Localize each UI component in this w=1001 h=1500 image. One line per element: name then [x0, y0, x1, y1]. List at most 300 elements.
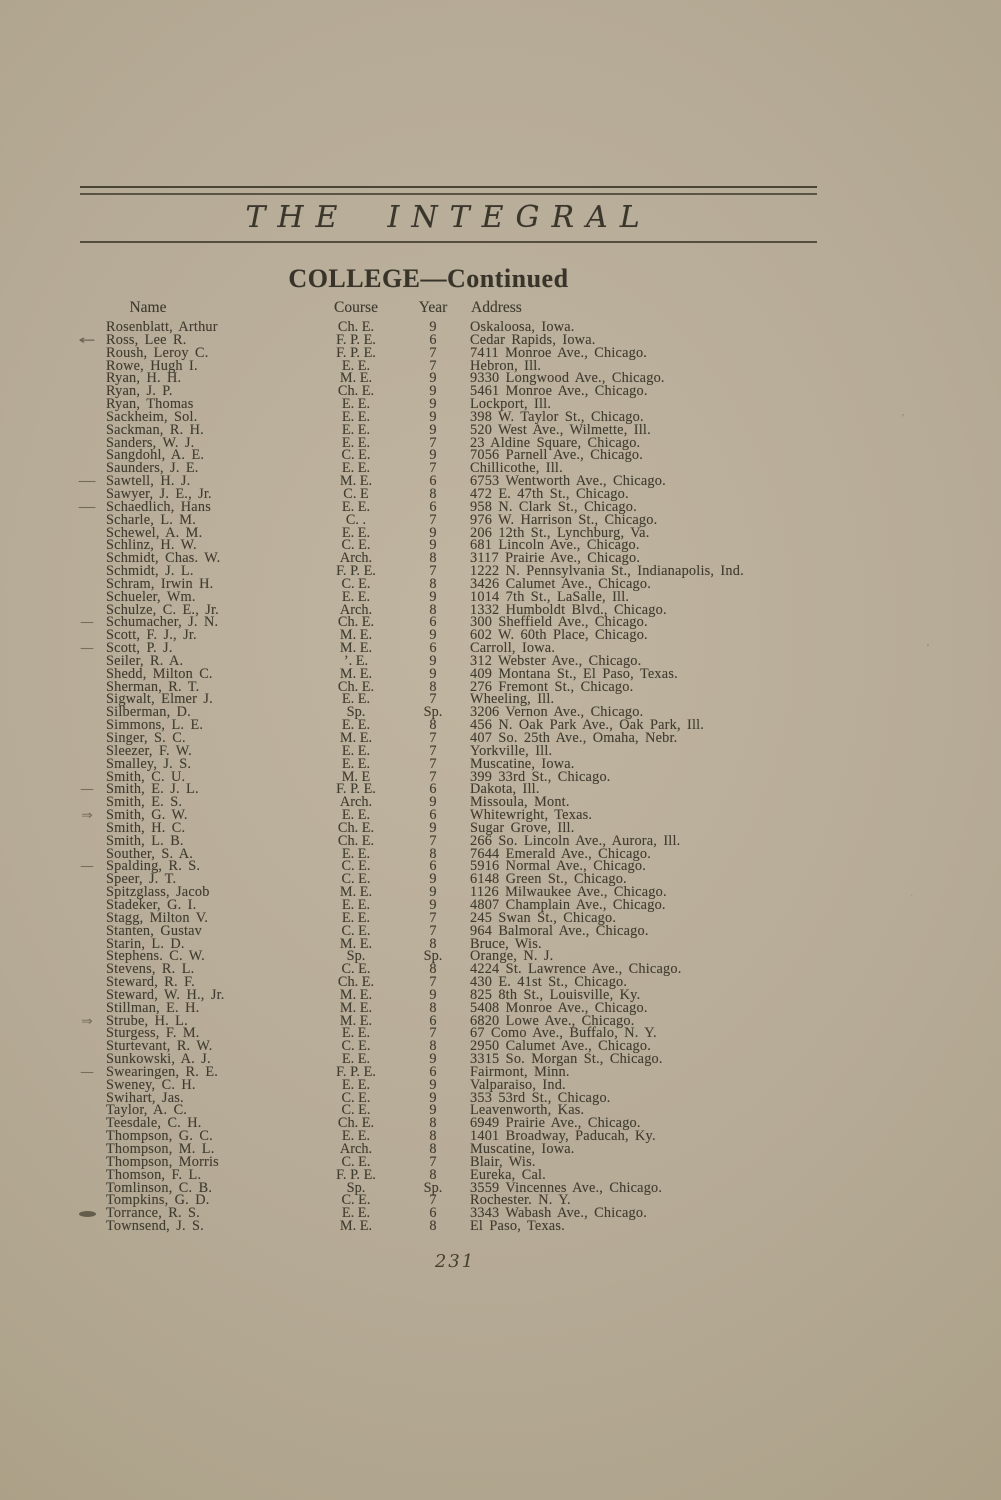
student-name: Sigwalt, Elmer J. — [106, 691, 213, 708]
header-rule-bottom — [80, 241, 817, 243]
course-cell: E. E. — [341, 498, 371, 515]
address-cell: 520 West Ave., Wilmette, Ill. — [470, 421, 651, 438]
year-cell: 7 — [429, 434, 437, 451]
course-cell: E. E. — [341, 460, 371, 477]
pencil-margin-mark: ⇒ — [81, 808, 93, 823]
course-cell: C. E. — [341, 961, 371, 978]
year-cell: Sp. — [423, 1179, 443, 1196]
year-cell: 8 — [429, 1038, 437, 1055]
student-name: Schewel, A. M. — [106, 524, 203, 541]
course-cell: Sp. — [346, 1179, 366, 1196]
paper-speck: ’ — [926, 642, 930, 654]
student-name: Schueler, Wm. — [106, 588, 196, 605]
year-cell: 8 — [429, 601, 437, 618]
student-name: Thomson, F. L. — [106, 1166, 202, 1183]
course-cell: E. E. — [341, 717, 371, 734]
student-name: Ross, Lee R. — [106, 331, 187, 348]
course-cell: C. E. — [341, 1102, 371, 1119]
student-name: Smith, L. B. — [106, 832, 184, 849]
course-cell: Arch. — [339, 601, 373, 618]
year-cell: 7 — [429, 922, 437, 939]
year-cell: 7 — [429, 730, 437, 746]
student-name: Torrance, R. S. — [106, 1205, 200, 1222]
year-cell: 9 — [429, 370, 437, 387]
address-cell: Blair, Wis. — [470, 1153, 536, 1170]
address-cell: Yorkville, Ill. — [470, 742, 553, 759]
year-cell: 7 — [429, 1153, 437, 1170]
course-cell: C. E. — [341, 537, 371, 554]
year-cell: 6 — [429, 781, 437, 798]
course-cell: E. E. — [341, 755, 371, 772]
year-cell: 9 — [429, 986, 437, 1003]
masthead-title: THE INTEGRAL — [245, 200, 652, 235]
address-cell: 409 Montana St., El Paso, Texas. — [470, 665, 678, 682]
year-cell: 8 — [429, 1115, 437, 1132]
student-name: Steward, R. F. — [106, 974, 195, 991]
address-cell: 6949 Prairie Ave., Chicago. — [470, 1115, 641, 1132]
student-name: Sangdohl, A. E. — [106, 447, 205, 464]
pencil-margin-mark: — — [80, 615, 94, 630]
course-cell: Ch. E. — [337, 1115, 375, 1132]
student-name: Scott, P. J. — [106, 640, 173, 657]
address-cell: Oskaloosa, Iowa. — [470, 319, 575, 335]
address-cell: Carroll, Iowa. — [470, 640, 556, 657]
student-name: Scott, F. J., Jr. — [106, 627, 197, 644]
year-cell: 7 — [429, 832, 437, 849]
course-cell: E. E. — [341, 909, 371, 926]
student-name: Schaedlich, Hans — [106, 498, 211, 515]
year-cell: 7 — [429, 742, 437, 759]
address-cell: 4224 St. Lawrence Ave., Chicago. — [470, 961, 682, 978]
student-name: Thompson, M. L. — [106, 1141, 215, 1157]
address-cell: 1222 N. Pennsylvania St., Indianapolis, Ind. — [470, 563, 744, 580]
course-cell: E. E. — [341, 1205, 371, 1222]
year-cell: 6 — [429, 807, 437, 824]
student-name: Sanders, W. J. — [106, 434, 195, 451]
course-cell: Arch. — [339, 550, 373, 567]
year-cell: 8 — [429, 485, 437, 502]
student-name: Sawyer, J. E., Jr. — [106, 485, 212, 502]
course-cell: F. P. E. — [336, 563, 376, 580]
student-name: Sackheim, Sol. — [106, 408, 198, 425]
address-cell: 300 Sheffield Ave., Chicago. — [470, 614, 648, 631]
address-cell: Leavenworth, Kas. — [470, 1102, 585, 1119]
student-name: Schlinz, H. W. — [106, 537, 197, 554]
header-rule-top — [80, 186, 817, 188]
address-cell: 353 53rd St., Chicago. — [470, 1089, 611, 1106]
address-cell: 407 So. 25th Ave., Omaha, Nebr. — [470, 730, 678, 746]
student-name: Tomlinson, C. B. — [106, 1179, 213, 1196]
course-cell: C. E. — [341, 858, 371, 875]
column-header-course: Course — [334, 299, 378, 316]
student-name: Sturtevant, R. W. — [106, 1038, 213, 1055]
pencil-margin-mark: — — [80, 782, 94, 797]
student-name: Smith, C. U. — [106, 768, 186, 785]
address-cell: 245 Swan St., Chicago. — [470, 909, 617, 926]
year-cell: 6 — [429, 498, 437, 515]
pencil-margin-mark — [70, 1207, 104, 1220]
pencil-margin-mark: — — [77, 499, 97, 514]
address-cell: 1014 7th St., LaSalle, Ill. — [470, 588, 630, 605]
student-name: Stanten, Gustav — [106, 922, 203, 939]
year-cell: 6 — [429, 1012, 437, 1029]
address-cell: Muscatine, Iowa. — [470, 755, 575, 772]
course-cell: M. E. — [339, 627, 373, 644]
student-name: Roush, Leroy C. — [106, 344, 209, 361]
address-cell: 456 N. Oak Park Ave., Oak Park, Ill. — [470, 717, 705, 734]
address-cell: 9330 Longwood Ave., Chicago. — [470, 370, 665, 387]
course-cell: Ch. E. — [337, 974, 375, 991]
year-cell: 9 — [429, 319, 437, 335]
student-name: Stevens, R. L. — [106, 961, 195, 978]
student-name: Souther, S. A. — [106, 845, 194, 862]
year-cell: 6 — [429, 1205, 437, 1222]
address-cell: Muscatine, Iowa. — [470, 1141, 575, 1157]
student-name: Taylor, A. C. — [106, 1102, 188, 1119]
year-cell: 7 — [429, 909, 437, 926]
course-cell: C. E. — [341, 922, 371, 939]
address-cell: 681 Lincoln Ave., Chicago. — [470, 537, 640, 554]
year-cell: Sp. — [423, 704, 443, 721]
student-name: Scharle, L. M. — [106, 511, 196, 528]
course-cell: C. E — [343, 485, 369, 502]
address-cell: 5408 Monroe Ave., Chicago. — [470, 999, 648, 1016]
address-cell: 6820 Lowe Ave., Chicago. — [470, 1012, 635, 1029]
year-cell: 7 — [429, 1025, 437, 1042]
pencil-margin-mark: ← — [78, 332, 96, 347]
year-cell: 6 — [429, 473, 437, 490]
address-cell: 1401 Broadway, Paducah, Ky. — [470, 1128, 656, 1145]
year-cell: 6 — [429, 858, 437, 875]
student-name: Thompson, G. C. — [106, 1128, 213, 1145]
year-cell: 8 — [429, 1218, 437, 1235]
student-name: Silberman, D. — [106, 704, 191, 721]
address-cell: 4807 Champlain Ave., Chicago. — [470, 896, 666, 913]
student-name: Ryan, J. P. — [106, 383, 173, 400]
year-cell: 8 — [429, 550, 437, 567]
year-cell: 9 — [429, 1076, 437, 1093]
year-cell: 9 — [429, 396, 437, 413]
column-header-address: Address — [471, 299, 522, 316]
student-name: Swihart, Jas. — [106, 1089, 184, 1106]
year-cell: 7 — [429, 357, 437, 374]
year-cell: 9 — [429, 1051, 437, 1068]
course-cell: E. E. — [341, 357, 371, 374]
course-cell: M. E — [341, 768, 371, 785]
year-cell: 8 — [429, 678, 437, 695]
address-cell: 7644 Emerald Ave., Chicago. — [470, 845, 651, 862]
student-name: Spitzglass, Jacob — [106, 884, 210, 901]
student-name: Sunkowski, A. J. — [106, 1051, 211, 1068]
year-cell: 7 — [429, 1192, 437, 1209]
address-cell: 5461 Monroe Ave., Chicago. — [470, 383, 648, 400]
paper-speck: ’ — [901, 412, 905, 424]
table-rows — [0, 321, 1001, 1233]
table-row — [0, 1220, 1001, 1233]
address-cell: 430 E. 41st St., Chicago. — [470, 974, 628, 991]
address-cell: 6148 Green St., Chicago. — [470, 871, 627, 888]
year-cell: 8 — [429, 935, 437, 952]
student-name: Thompson, Morris — [106, 1153, 219, 1170]
student-name: Stephens. C. W. — [106, 948, 205, 965]
year-cell: 7 — [429, 563, 437, 580]
pencil-margin-mark: — — [80, 1064, 94, 1079]
year-cell: 8 — [429, 1128, 437, 1145]
course-cell: Ch. E. — [337, 678, 375, 695]
course-cell: C. E. — [341, 1089, 371, 1106]
year-cell: 7 — [429, 460, 437, 477]
pencil-margin-mark: ⇒ — [81, 1013, 93, 1028]
address-cell: 312 Webster Ave., Chicago. — [470, 652, 642, 669]
year-cell: 7 — [429, 511, 437, 528]
student-name: Schumacher, J. N. — [106, 614, 219, 631]
paper-speck: · — [910, 890, 914, 902]
address-cell: 3343 Wabash Ave., Chicago. — [470, 1205, 647, 1222]
year-cell: 7 — [429, 755, 437, 772]
course-cell: E. E. — [341, 434, 371, 451]
course-cell: E. E. — [341, 691, 371, 708]
year-cell: 9 — [429, 896, 437, 913]
course-cell: E. E. — [341, 845, 371, 862]
course-cell: C. . — [345, 511, 367, 528]
address-cell: 398 W. Taylor St., Chicago. — [470, 408, 644, 425]
year-cell: 8 — [429, 845, 437, 862]
address-cell: 964 Balmoral Ave., Chicago. — [470, 922, 649, 939]
year-cell: 9 — [429, 447, 437, 464]
address-cell: 5916 Normal Ave., Chicago. — [470, 858, 647, 875]
header-rule-top-2 — [80, 193, 817, 195]
student-name: Ryan, H. H. — [106, 370, 182, 387]
year-cell: 9 — [429, 588, 437, 605]
student-name: Stadeker, G. I. — [106, 896, 197, 913]
column-header-year: Year — [418, 299, 448, 316]
course-cell: M. E. — [339, 935, 373, 952]
column-header-name: Name — [129, 299, 167, 316]
course-cell: Arch. — [339, 794, 373, 811]
student-name: Smith, H. C. — [106, 819, 186, 836]
student-name: Schmidt, Chas. W. — [106, 550, 221, 567]
student-name: Seiler, R. A. — [106, 652, 184, 669]
student-name: Smith, G. W. — [106, 807, 188, 824]
address-cell: 1126 Milwaukee Ave., Chicago. — [470, 884, 667, 901]
student-name: Rowe, Hugh I. — [106, 357, 198, 374]
course-cell: M. E. — [339, 640, 373, 657]
student-name: Ryan, Thomas — [106, 396, 194, 413]
year-cell: 8 — [429, 1166, 437, 1183]
address-cell: Eureka, Cal. — [470, 1166, 546, 1183]
address-cell: 6753 Wentworth Ave., Chicago. — [470, 473, 666, 490]
address-cell: 206 12th St., Lynchburg, Va. — [470, 524, 650, 541]
student-name: Steward, W. H., Jr. — [106, 986, 225, 1003]
address-cell: 958 N. Clark St., Chicago. — [470, 498, 637, 515]
year-cell: 9 — [429, 819, 437, 836]
course-cell: E. E. — [341, 1076, 371, 1093]
course-cell: M. E. — [339, 986, 373, 1003]
student-name: Sweney, C. H. — [106, 1076, 196, 1093]
student-name: Smith, E. S. — [106, 794, 183, 811]
address-cell: 7411 Monroe Ave., Chicago. — [470, 344, 648, 361]
course-cell: ’. E. — [343, 652, 369, 669]
year-cell: 9 — [429, 408, 437, 425]
year-cell: 9 — [429, 1102, 437, 1119]
address-cell: Lockport, Ill. — [470, 396, 552, 413]
page-number: 231 — [434, 1251, 476, 1272]
course-cell: E. E. — [341, 807, 371, 824]
address-cell: 3117 Prairie Ave., Chicago. — [470, 550, 641, 567]
course-cell: M. E. — [339, 999, 373, 1016]
course-cell: E. E. — [341, 896, 371, 913]
course-cell: E. E. — [341, 1051, 371, 1068]
course-cell: F. P. E. — [336, 1063, 376, 1080]
course-cell: E. E. — [341, 524, 371, 541]
year-cell: 9 — [429, 652, 437, 669]
address-cell: 266 So. Lincoln Ave., Aurora, Ill. — [470, 832, 681, 849]
year-cell: 6 — [429, 1063, 437, 1080]
year-cell: 9 — [429, 524, 437, 541]
course-cell: E. E. — [341, 742, 371, 759]
student-name: Speer, J. T. — [106, 871, 177, 888]
course-cell: M. E. — [339, 730, 373, 746]
student-name: Swearingen, R. E. — [106, 1063, 219, 1080]
address-cell: 602 W. 60th Place, Chicago. — [470, 627, 648, 644]
student-name: Shedd, Milton C. — [106, 665, 213, 682]
student-name: Sawtell, H. J. — [106, 473, 191, 490]
year-cell: 7 — [429, 344, 437, 361]
address-cell: 2950 Calumet Ave., Chicago. — [470, 1038, 651, 1055]
year-cell: 8 — [429, 717, 437, 734]
student-name: Sackman, R. H. — [106, 421, 204, 438]
course-cell: E. E. — [341, 588, 371, 605]
address-cell: 3315 So. Morgan St., Chicago. — [470, 1051, 663, 1068]
address-cell: 399 33rd St., Chicago. — [470, 768, 611, 785]
student-name: Schram, Irwin H. — [106, 575, 214, 592]
year-cell: 9 — [429, 1089, 437, 1106]
address-cell: 3426 Calumet Ave., Chicago. — [470, 575, 651, 592]
course-cell: C. E. — [341, 447, 371, 464]
course-cell: M. E. — [339, 1012, 373, 1029]
year-cell: 7 — [429, 768, 437, 785]
year-cell: 6 — [429, 614, 437, 631]
year-cell: 9 — [429, 537, 437, 554]
course-cell: Ch. E. — [337, 383, 375, 400]
course-cell: Ch. E. — [337, 614, 375, 631]
student-name: Rosenblatt, Arthur — [106, 319, 218, 335]
course-cell: M. E. — [339, 370, 373, 387]
pencil-margin-mark: — — [80, 859, 94, 874]
year-cell: 9 — [429, 884, 437, 901]
course-cell: Ch. E. — [337, 832, 375, 849]
student-name: Schmidt, J. L. — [106, 563, 194, 580]
course-cell: F. P. E. — [336, 331, 376, 348]
course-cell: F. P. E. — [336, 344, 376, 361]
year-cell: Sp. — [423, 948, 443, 965]
section-title: COLLEGE—Continued — [288, 264, 569, 293]
address-cell: Fairmont, Minn. — [470, 1063, 570, 1080]
pencil-margin-mark: — — [80, 641, 94, 656]
address-cell: Chillicothe, Ill. — [470, 460, 563, 477]
year-cell: 8 — [429, 961, 437, 978]
address-cell: Bruce, Wis. — [470, 935, 542, 952]
student-name: Simmons, L. E. — [106, 717, 204, 734]
pencil-margin-mark: — — [77, 474, 97, 489]
course-cell: Sp. — [346, 948, 366, 965]
year-cell: 9 — [429, 871, 437, 888]
year-cell: 8 — [429, 999, 437, 1016]
course-cell: M. E. — [339, 1218, 373, 1235]
course-cell: F. P. E. — [336, 781, 376, 798]
year-cell: 6 — [429, 640, 437, 657]
address-cell: 976 W. Harrison St., Chicago. — [470, 511, 658, 528]
course-cell: M. E. — [339, 884, 373, 901]
address-cell: Hebron, Ill. — [470, 357, 542, 374]
address-cell: Orange, N. J. — [470, 948, 554, 965]
address-cell: 23 Aldine Square, Chicago. — [470, 434, 641, 451]
student-name: Saunders, J. E. — [106, 460, 199, 477]
address-cell: 3559 Vincennes Ave., Chicago. — [470, 1179, 663, 1196]
student-name: Starin, L. D. — [106, 935, 185, 952]
address-cell: 276 Fremont St., Chicago. — [470, 678, 634, 695]
year-cell: 7 — [429, 691, 437, 708]
address-cell: Dakota, Ill. — [470, 781, 540, 798]
course-cell: M. E. — [339, 473, 373, 490]
course-cell: C. E. — [341, 575, 371, 592]
address-cell: Wheeling, Ill. — [470, 691, 555, 708]
address-cell: El Paso, Texas. — [470, 1218, 565, 1235]
student-name: Tompkins, G. D. — [106, 1192, 210, 1209]
course-cell: E. E. — [341, 408, 371, 425]
address-cell: 7056 Parnell Ave., Chicago. — [470, 447, 644, 464]
student-name: Sherman, R. T. — [106, 678, 200, 695]
address-cell: 472 E. 47th St., Chicago. — [470, 485, 629, 502]
course-cell: C. E. — [341, 871, 371, 888]
address-cell: 825 8th St., Louisville, Ky. — [470, 986, 641, 1003]
course-cell: Ch. E. — [337, 319, 375, 335]
course-cell: C. E. — [341, 1038, 371, 1055]
address-cell: 1332 Humboldt Blvd., Chicago. — [470, 601, 667, 618]
year-cell: 9 — [429, 383, 437, 400]
student-name: Stagg, Milton V. — [106, 909, 209, 926]
course-cell: F. P. E. — [336, 1166, 376, 1183]
year-cell: 8 — [429, 1141, 437, 1157]
student-name: Townsend, J. S. — [106, 1218, 204, 1235]
course-cell: Sp. — [346, 704, 366, 721]
year-cell: 9 — [429, 794, 437, 811]
address-cell: Valparaiso, Ind. — [470, 1076, 566, 1093]
student-name: Stillman, E. H. — [106, 999, 200, 1016]
year-cell: 9 — [429, 421, 437, 438]
course-cell: E. E. — [341, 1025, 371, 1042]
course-cell: C. E. — [341, 1192, 371, 1209]
course-cell: Arch. — [339, 1141, 373, 1157]
student-name: Spalding, R. S. — [106, 858, 201, 875]
student-name: Sturgess, F. M. — [106, 1025, 200, 1042]
course-cell: E. E. — [341, 396, 371, 413]
student-name: Smith, E. J. L. — [106, 781, 199, 798]
address-cell: Rochester. N. Y. — [470, 1192, 571, 1209]
course-cell: E. E. — [341, 1128, 371, 1145]
address-cell: 67 Como Ave., Buffalo, N. Y. — [470, 1025, 657, 1042]
student-name: Singer, S. C. — [106, 730, 186, 746]
address-cell: Sugar Grove, Ill. — [470, 819, 575, 836]
address-cell: Whitewright, Texas. — [470, 807, 593, 824]
year-cell: 9 — [429, 665, 437, 682]
address-cell: Cedar Rapids, Iowa. — [470, 331, 596, 348]
address-cell: 3206 Vernon Ave., Chicago. — [470, 704, 644, 721]
year-cell: 8 — [429, 575, 437, 592]
year-cell: 6 — [429, 331, 437, 348]
course-cell: Ch. E. — [337, 819, 375, 836]
year-cell: 7 — [429, 974, 437, 991]
